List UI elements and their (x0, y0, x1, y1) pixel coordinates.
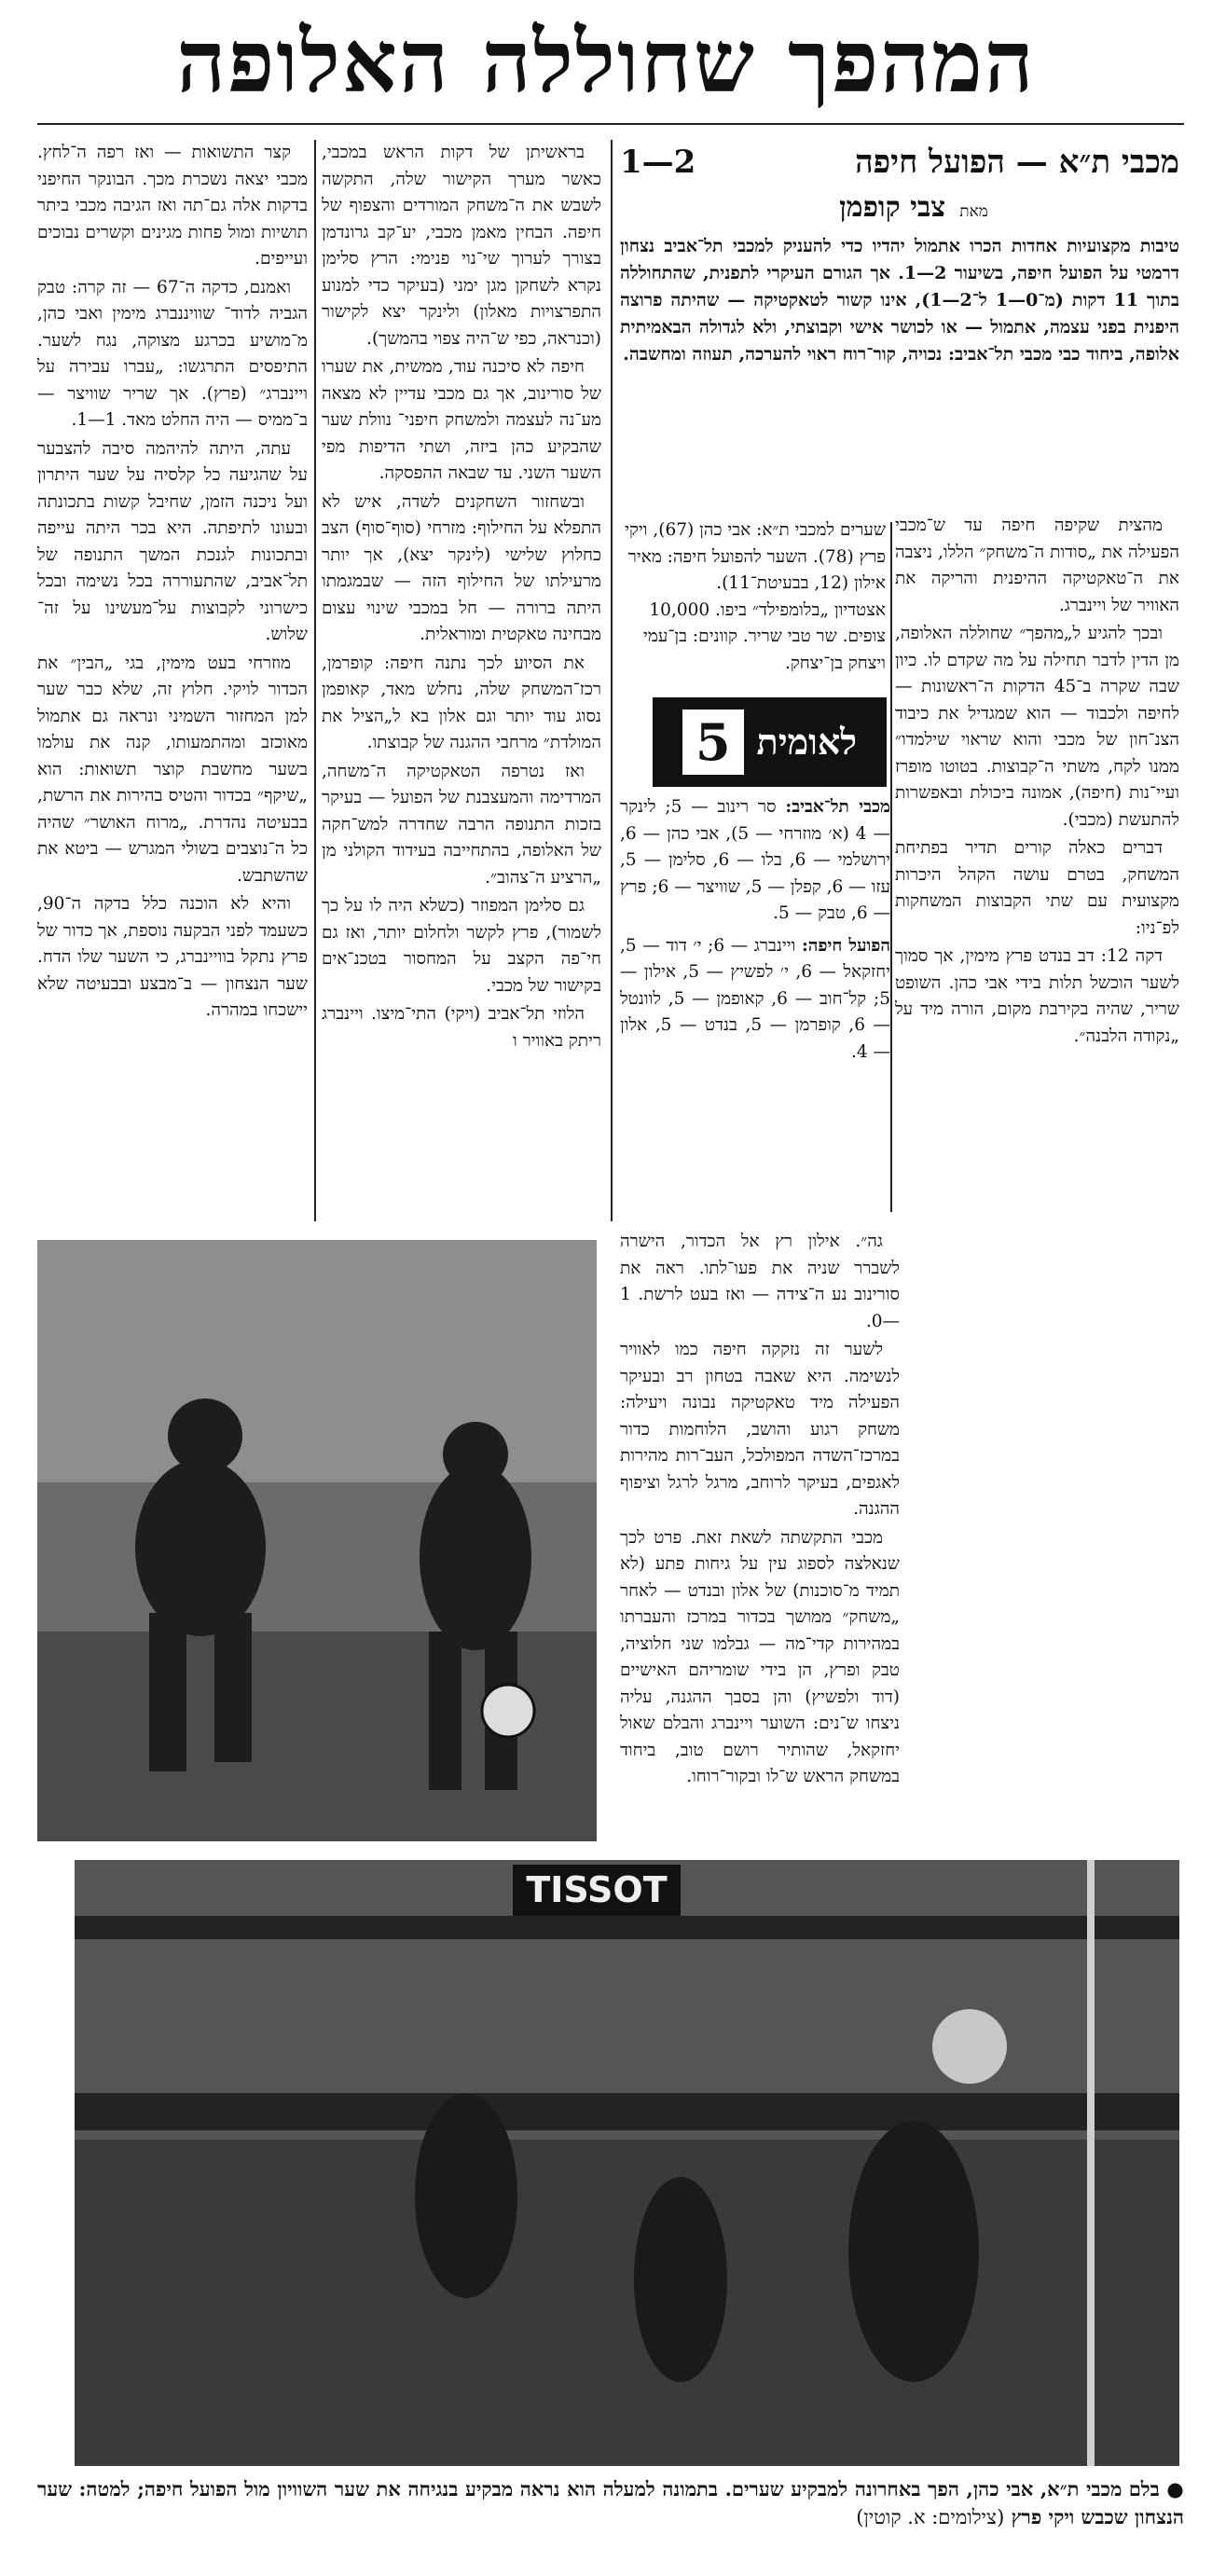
column-c (37, 140, 308, 1240)
story-teams: מכבי ת״א — הפועל חיפה (855, 144, 1179, 181)
paragraph: דברים כאלה קורים תדיר בפתיחת המשחק, בטרם עושה הקהל היכרות מקצועית עם שתי הקבוצות המשחקות לפ־ניו: (895, 838, 1179, 938)
league-badge (653, 697, 887, 787)
photo-winning-goal (75, 1860, 1179, 2466)
byline-author: צבי קופמן (839, 191, 946, 224)
byline (653, 191, 1175, 228)
paragraph: הלוזי תל־אביב (ויקי) התי־מיצו. ויינברג ריתק באוויר ו (322, 1004, 601, 1051)
column-rule (890, 522, 892, 1212)
paragraph: ואז נטרפה הטאקטיקה ה־משחה, המרדימה והמעצבנת של הפועל — בעיקר בזכות התנופה הרבה שחדרה למש־חקה של האלופה, בהתחייבה בעידוד הקולני מן „הרציע ה־צהוב״. (322, 761, 601, 888)
paragraph: גה״. אילון רץ אל הכדור, הישרה לשברר שניה את פעו־לתו. ראה את סורינוב נע ה־צידה — ואז בעט לרשת. 1—0. (620, 1232, 900, 1331)
paragraph: ואמנם, כדקה ה־67 — זה קרה: טבק הגביה לדוד־ שוויננברג מימין ואבי כהן, מ־מושיע בכרגע מצוקה, נגח לשער. התיפסים התרגשו: „עברו עבירה על ויינברג״ (פרץ). אך שריר שוויצר — ב־ממיס — היה החלט מאד. 1—1. (37, 277, 308, 430)
headline-rule (37, 123, 1184, 125)
lineup-team-name: מכבי תל־אביב: (785, 797, 890, 817)
column-rule (314, 140, 316, 1221)
paragraph: מהצית שקיפה חיפה עד ש־מכבי הפעילה את „סודות ה־משחק״ הללו, ניצבה את ה־טאקטיקה ההיפנית והריקה את האוויר של ויינברג. (895, 516, 1179, 615)
caption-credit: (צילומים: א. קוטין) (856, 2506, 1005, 2528)
paragraph: מכבי התקשתה לשאת זאת. פרט לכך שנאלצה לספוג עין על גיחות פתע (לא תמיד מ־סוכנות) של אלון ובנדט — לאחר „משחק״ ממושך בכדור במרכז והעברתו במהירות קדי־מה — גבלמו שני חלוציה, טבק ופרץ, הן בידי שומריהם האישיים (דוד ולפשיץ) והן בסבך ההגנה, עליה ניצחו ש־נים: השוער ויינברג והבלם שאול יחזקאל, שהותיר רושם טוב, ביחוד במשחק הראש ש־לו ובקור־רוחו. (620, 1527, 900, 1786)
lead-paragraph: טיבות מקצועיות אחדות הכרו אתמול יהדיו כדי להעניק למכבי תל־אביב נצחון דרמטי על הפועל חיפה, בשיעור 2—1. אך הגורם העיקרי לתפנית, שהתחוללה בתוך 11 דקות (מ־0—1 ל־2—1), אינו קשור לטאקטיקה — שהיתה פרוצה היפנית בפני עצמה, אתמול — או לכושר אישי וקבוצתי, ולא לגדולה הבאמיתית אלופה, ביחוד כבי מכבי תל־אביב: נכויה, קור־רוח ראוי להערכה, תעוזה ומחשבה. (620, 236, 1179, 365)
story-score: 2—1 (620, 144, 696, 181)
paragraph: קצר התשואות — ואז רפה ה־לחץ. מכבי יצאה נשכרת מכך. הבונקר החיפני בדקות אלה גם־תה ואז הגיבה מכבי ביתר תושיות ומול פחות מגינים וקשרים נבוכים ועייפים. (37, 143, 308, 269)
paragraph: ובשחזור השחקנים לשדה, איש לא התפלא על החילוף: מזרחי (סוף־סוף) הצב כחלוץ שלישי (לינקר יצא), אך יותר מרעילתו של החילוף הזה — שבמגמתו היתה ברורה — חל במכבי שינוי עצום מבחינה טאקטית ומוראלית. (322, 491, 601, 644)
lineup-players: ויינברג — 6; י׳ דוד — 5, יחזקאל — 6, י׳ לפשיץ — 5, אילון — 5; קל־חוב — 6, קאופמן — 5, לוונטל — 6, קופרמן — 5, בנדט — 5, אלון — 4. (620, 935, 890, 1062)
league-badge-label: לאומית (756, 721, 858, 763)
photo-image (75, 1860, 1179, 2466)
paragraph: גם סלימן המפוזר (כשלא היה לו על כך לשמור), פרץ לקשר ולחלום יותר, ואז גם חי־פה הקצב על המחסור בטכנ־אים בקישור של מכבי. (322, 896, 601, 996)
lineup-maccabi (620, 794, 890, 928)
stadium-text: אצטדיון „בלומפילד״ ביפו. 10,000 צופים. שר טבי שריר. קוונים: בן־עמי ויצחק בן־יצחק. (643, 599, 886, 673)
paragraph: והיא לא הוכנה כלל בדקה ה־90, כשעמד לפני הבקעה נוספת, אך כדור של פרץ נתקל בוויינברג, כי השער שלו הדח. שער הנצחון — ב־מבצע ובבעיטה שלא יישכחו במהרה. (37, 894, 308, 1020)
photo-header-goal (37, 1240, 597, 1841)
paragraph: ובכך להגיע ל„מהפך״ שחוללה האלופה, מן הדין לדבר תחילה על מה שקדם לו. כיון שבה שקרה ב־45 הדקות ה־ראשונות — לחיפה ולכבוד — הוא שמגדיל את כיבוד הצנ־חון של מכבי והוא שראוי שילמדו״ ממנו לקח, משתי ה־קבוצות. בטוטו מופרז ועיי־נות (חיפה), אמונה ביכולת ובאפשרות להתעשת (מכבי). (895, 624, 1179, 830)
stadium-sign-text: TISSOT (526, 1869, 668, 1910)
paragraph: מוזרחי בעט מימין, בגי „הבין״ את הכדור לויקי. חלוץ זה, שלא כבר שער למן המחזור השמיני ונראה גם אתמול מאוכזב ומהתמעותו, קנה את עולמו בשער מחשבת קוצר תשואות: הוא „שיקף״ בכדור והטיס בהירות את הרשת, בבעיטה נהדרת. „מרוח האושר״ שהיה כל ה־נוצבים בשולי המגרש — ביטא את שהשתבש. (37, 653, 308, 886)
caption-bullet: ● (1159, 2477, 1184, 2500)
league-badge-number: 5 (682, 709, 744, 775)
lineups (620, 794, 890, 1167)
photo-image (37, 1240, 597, 1841)
story-title (620, 140, 1179, 190)
paragraph: עתה, היתה להיהמה סיבה להצבער על שהגיעה כל קלסיה על שער היתרון ועל ניכנה הזמן, שחיבל קשות בתכונתה ובעונו לתיפתה. היא בכר היתה עייפה ובתכונות לגנכת המשך התנופה של תל־אביב, שהתעוררה בכל נשימה ובכל כישרוני לקבוצות על־מעשינו על זה־ שלוש. (37, 438, 308, 644)
paragraph: דקה 12: דב בנדט פרץ מימין, אך סמוך לשער הוכשל תלות בידי אבי כהן. השופט שריר, שהיה בקירבת מקום, הורה מיד על „נקודה הלבנה״. (895, 946, 1179, 1046)
paragraph: את הסיוע לכך נתנה חיפה: קופרמן, רכז־המשחק שלה, נחלש מאד, קאופמן נסוג עוד יותר וגם אלון בא ל„הציל את המולדת״ מרחבי ההגנה של קבוצתו. (322, 653, 601, 752)
lineup-team-name: הפועל חיפה: (801, 935, 890, 956)
column-d (620, 1229, 900, 1844)
paragraph: לשער זה נזקקה חיפה כמו לאוויר לנשימה. היא שאבה בטחון רב ובעיקר הפעילה מיד טאקטיקה נבונה ויעילה: משחק רגוע והושב, הלוחמות כדור במרכז־השדה המפולכל, העב־רות מהירות לאגפים, בעיקר לרוחב, מרגל לרגל וציפוף ההגנה. (620, 1340, 900, 1519)
lineup-hapoel (620, 933, 890, 1067)
paragraph: בראשיתן של דקות הראש במכבי, כאשר מערך הקישור שלה, התקשה לשבש את ה־משחק המורדים והצפוף של חיפה. הבחין מאמן מכבי, יע־קב גרונדמן בצורך לערוך שי־נוי פנימי: הרץ סלימן נקרא לשחקן מגן ימני (בעיקר כדי למנוע התפרצויות מאלון) ולינקר יצא לקישור (וכנראה, כפי ש־היה צפוי בהמשך). (322, 143, 601, 349)
column-b (322, 140, 601, 1240)
column-a (895, 513, 1179, 1221)
headline: המהפך שחוללה האלופה (176, 11, 1036, 112)
photo-caption (37, 2475, 1184, 2569)
caption-text: בלם מכבי ת״א, אבי כהן, הפך באחרונה למבקיע שערים. בתמונה למעלה הוא נראה מבקיע בנגיחה את שער השוויון מול הפועל חיפה; למטה: שער הנצחון שכבש ויקי פרץ (37, 2477, 1184, 2528)
byline-prefix: מאת (959, 202, 988, 221)
lineup-players: סר רינוב — 5; לינקר — 4 (א׳ מוזרחי — 5), אבי כהן — 6, ירושלמי — 6, בלו — 6, סלימן — 5, עזו — 6, קפלן — 5, שוויצר — 6; פרץ — 6, טבק — 5. (620, 797, 890, 923)
column-rule (611, 140, 613, 1221)
paragraph: חיפה לא סיכנה עוד, ממשית, את שערו של סורינוב, אך גם מכבי עדיין לא מצאה מע־נה לעצמה ולמשחק חיפני־ נוולת שער שהבקיע כהן ביזה, ושתי הדיפות מפי השער השני. עד שבאה ההפסקה. (322, 357, 601, 483)
scorers-text: שערים למכבי ת״א: אבי כהן (67), ויקי פרץ (78). השער להפועל חיפה: מאיר אילון (12, בבעיטת־11). (625, 520, 886, 593)
